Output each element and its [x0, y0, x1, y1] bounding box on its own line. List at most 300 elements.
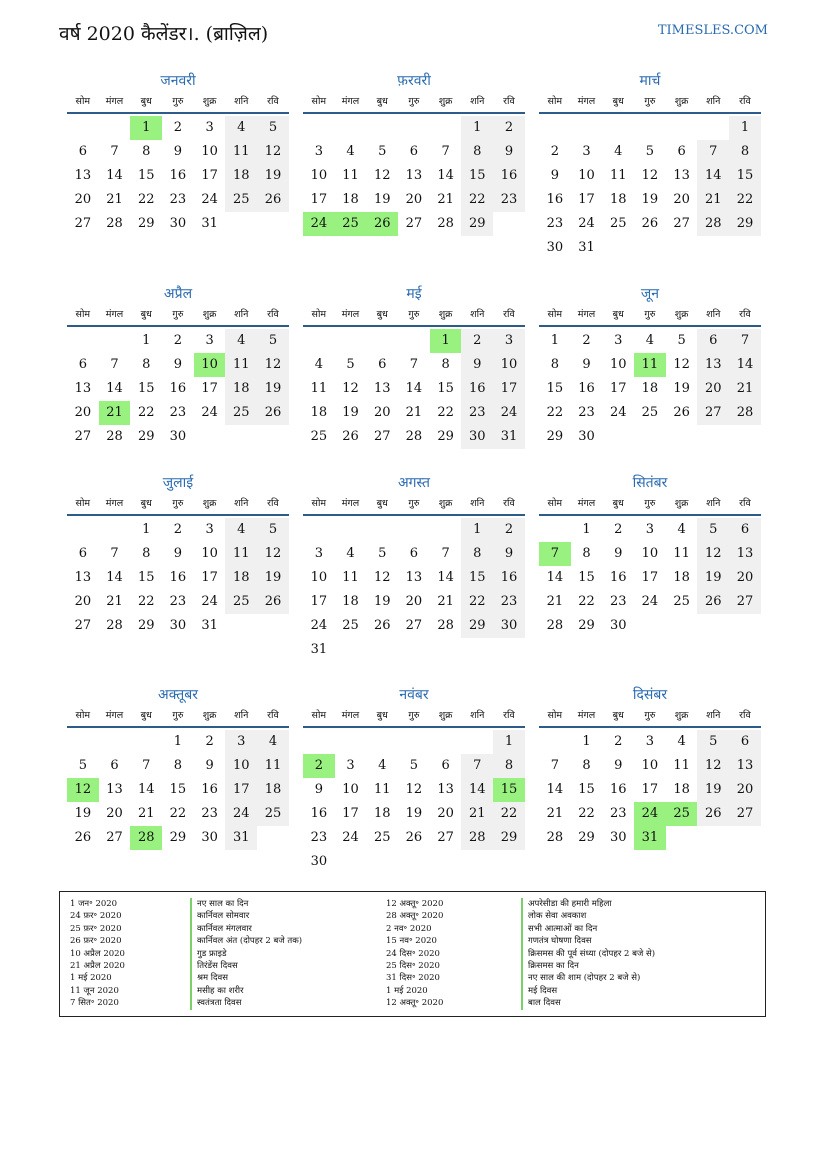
holiday-date: 31 दिस॰ 2020: [386, 973, 440, 984]
holiday-name: क्रिसमस का दिन: [521, 960, 655, 972]
day-cell: 4: [677, 734, 686, 749]
day-cell: 11: [342, 570, 359, 585]
day-cell: 11: [673, 546, 690, 561]
day-cell: 8: [142, 357, 151, 372]
day-cell: 30: [169, 618, 187, 633]
holiday-date: 24 फ़र॰ 2020: [70, 911, 122, 922]
weekday-label: गुरु: [644, 309, 656, 320]
day-cell: 19: [697, 566, 729, 590]
day-cell: 4: [346, 144, 355, 159]
weekday-label: सोम: [547, 498, 563, 509]
day-cell: 26: [257, 590, 289, 614]
day-cell: 29: [546, 429, 564, 444]
day-cell: 1: [173, 734, 183, 749]
weekday-label: शनि: [234, 96, 249, 107]
weekday-label: बुध: [612, 96, 624, 107]
empty-cell: [67, 518, 99, 542]
day-cell: 18: [225, 377, 257, 401]
site-link[interactable]: TIMESLES.COM: [657, 23, 768, 38]
day-cell: 15: [578, 570, 595, 585]
day-cell: 5: [645, 144, 655, 159]
holiday-date: 1 जन॰ 2020: [70, 899, 118, 909]
weekday-label: रवि: [503, 498, 515, 509]
day-cell: 3: [346, 758, 355, 773]
empty-cell: [366, 329, 398, 353]
holiday-dates-right: [386, 898, 443, 1010]
weekday-label: शुक्र: [202, 309, 217, 320]
holiday-date: 11 जून 2020: [70, 985, 119, 996]
month-name: अप्रैल: [163, 286, 193, 302]
empty-cell: [335, 730, 367, 754]
day-cell: 27: [405, 618, 423, 633]
holiday-date: 21 अप्रैल 2020: [70, 961, 125, 972]
day-cell: 22: [137, 405, 155, 420]
weekday-label: मंगल: [577, 309, 596, 320]
day-cell: 6: [409, 546, 419, 561]
day-cell: 10: [342, 782, 359, 797]
month-name: दिसंबर: [632, 687, 668, 703]
day-cell: 3: [314, 144, 323, 159]
day-cell: 20: [74, 594, 92, 609]
empty-cell: [303, 518, 335, 542]
empty-cell: [366, 518, 398, 542]
day-cell: 13: [697, 353, 729, 377]
day-cell: 18: [225, 566, 257, 590]
day-cell: 29: [137, 216, 155, 231]
day-cell: 4: [645, 333, 655, 348]
holiday-date: 7 सित॰ 2020: [70, 998, 119, 1009]
day-cell: 14: [137, 782, 155, 797]
day-cell: 30: [310, 854, 328, 869]
day-cell: 21: [437, 594, 454, 609]
day-cell: 12: [697, 754, 729, 778]
day-cell: 10: [310, 168, 328, 183]
day-cell: 16: [493, 164, 525, 188]
weekday-label: सोम: [311, 498, 327, 509]
empty-cell: [303, 116, 335, 140]
day-cell: 5: [409, 758, 419, 773]
day-cell: 8: [173, 758, 183, 773]
holiday-name: बाल दिवस: [521, 997, 655, 1009]
weekday-label: सोम: [311, 96, 327, 107]
holiday-date: 25 दिस॰ 2020: [386, 961, 440, 972]
day-cell: 30: [461, 425, 493, 449]
empty-cell: [430, 116, 462, 140]
day-cell: 18: [310, 405, 328, 420]
day-cell: 9: [582, 357, 591, 372]
day-cell: 21: [99, 401, 131, 425]
day-cell: 18: [609, 192, 627, 207]
day-cell: 2: [173, 522, 183, 537]
day-cell: 17: [578, 192, 595, 207]
day-cell: 24: [493, 401, 525, 425]
day-cell: 28: [106, 618, 123, 633]
day-cell: 1: [142, 522, 151, 537]
page-title: वर्ष 2020 कैलेंडर।. (ब्राज़िल): [59, 23, 269, 45]
day-cell: 13: [673, 168, 690, 183]
day-cell: 11: [373, 782, 391, 797]
day-cell: 20: [729, 566, 761, 590]
day-cell: 9: [173, 357, 183, 372]
weekday-label: शनि: [234, 498, 249, 509]
day-cell: 2: [461, 329, 493, 353]
day-cell: 30: [201, 830, 218, 845]
weekday-label: गुरु: [172, 309, 184, 320]
holiday-list: [59, 891, 766, 1017]
day-cell: 1: [130, 116, 162, 140]
weekday-header: [67, 305, 289, 327]
weekday-label: रवि: [739, 498, 751, 509]
empty-cell: [335, 518, 367, 542]
weekday-label: शनि: [706, 498, 721, 509]
day-cell: 12: [673, 357, 690, 372]
day-cell: 20: [405, 192, 423, 207]
weekday-label: सोम: [75, 498, 91, 509]
weekday-label: मंगल: [341, 96, 360, 107]
day-cell: 2: [614, 734, 623, 749]
day-cell: 10: [225, 754, 257, 778]
day-cell: 10: [578, 168, 595, 183]
day-cell: 8: [142, 144, 151, 159]
empty-cell: [666, 116, 698, 140]
day-grid: [303, 116, 525, 236]
day-cell: 24: [310, 618, 328, 633]
day-cell: 26: [641, 216, 659, 231]
holiday-date: 25 फ़र॰ 2020: [70, 923, 122, 934]
day-cell: 23: [169, 192, 187, 207]
day-cell: 3: [205, 333, 214, 348]
day-cell: 16: [609, 570, 627, 585]
day-cell: 15: [461, 566, 493, 590]
day-cell: 28: [106, 429, 123, 444]
day-cell: 1: [493, 730, 525, 754]
day-cell: 3: [225, 730, 257, 754]
day-cell: 14: [729, 353, 761, 377]
day-cell: 14: [546, 570, 564, 585]
day-cell: 3: [493, 329, 525, 353]
day-cell: 27: [74, 618, 92, 633]
weekday-label: रवि: [503, 96, 515, 107]
day-cell: 25: [342, 618, 359, 633]
day-grid: [303, 329, 525, 449]
day-cell: 1: [461, 518, 493, 542]
day-cell: 16: [609, 782, 627, 797]
day-cell: 11: [257, 754, 289, 778]
day-cell: 27: [405, 216, 423, 231]
day-cell: 17: [310, 594, 328, 609]
day-cell: 11: [225, 542, 257, 566]
day-cell: 10: [201, 144, 218, 159]
weekday-label: शनि: [470, 309, 485, 320]
day-cell: 3: [314, 546, 323, 561]
day-cell: 20: [437, 806, 454, 821]
weekday-label: मंगल: [341, 710, 360, 721]
holiday-name: नए साल का दिन: [190, 898, 302, 910]
day-grid: [303, 518, 525, 662]
day-cell: 18: [673, 782, 690, 797]
empty-cell: [366, 116, 398, 140]
weekday-header: [539, 494, 761, 516]
weekday-label: बुध: [376, 96, 388, 107]
day-cell: 19: [74, 806, 92, 821]
day-cell: 31: [634, 826, 666, 850]
day-cell: 2: [173, 120, 183, 135]
weekday-label: बुध: [376, 710, 388, 721]
day-cell: 27: [673, 216, 690, 231]
weekday-label: बुध: [140, 96, 152, 107]
weekday-label: शुक्र: [438, 96, 453, 107]
day-cell: 20: [106, 806, 123, 821]
weekday-label: रवि: [267, 710, 279, 721]
weekday-label: मंगल: [577, 96, 596, 107]
day-cell: 31: [493, 425, 525, 449]
day-grid: [67, 730, 289, 850]
day-cell: 14: [437, 168, 454, 183]
day-cell: 10: [641, 758, 659, 773]
weekday-label: शुक्र: [202, 498, 217, 509]
day-cell: 5: [677, 333, 686, 348]
day-cell: 17: [641, 570, 659, 585]
day-cell: 28: [437, 216, 454, 231]
day-cell: 8: [729, 140, 761, 164]
day-cell: 14: [546, 782, 564, 797]
day-grid: [539, 730, 761, 850]
day-cell: 7: [110, 144, 119, 159]
day-cell: 5: [378, 144, 387, 159]
day-cell: 17: [641, 782, 659, 797]
weekday-label: सोम: [75, 309, 91, 320]
weekday-label: शुक्र: [674, 96, 689, 107]
month-block: [539, 684, 761, 850]
day-cell: 3: [645, 734, 655, 749]
day-cell: 29: [461, 212, 493, 236]
empty-cell: [539, 730, 571, 754]
holiday-dates-left: [70, 898, 125, 1010]
day-cell: 26: [366, 212, 398, 236]
day-cell: 4: [346, 546, 355, 561]
day-cell: 31: [225, 826, 257, 850]
empty-cell: [335, 116, 367, 140]
month-name: जुलाई: [162, 475, 194, 491]
day-cell: 2: [493, 518, 525, 542]
day-cell: 13: [405, 168, 423, 183]
day-cell: 22: [461, 188, 493, 212]
day-cell: 13: [74, 381, 92, 396]
day-cell: 7: [409, 357, 419, 372]
weekday-label: मंगल: [105, 96, 124, 107]
day-cell: 28: [437, 618, 454, 633]
day-cell: 9: [461, 353, 493, 377]
day-cell: 1: [550, 333, 559, 348]
empty-cell: [67, 329, 99, 353]
day-cell: 19: [673, 381, 690, 396]
weekday-label: रवि: [267, 309, 279, 320]
day-cell: 22: [578, 594, 595, 609]
day-cell: 25: [257, 802, 289, 826]
weekday-label: रवि: [739, 309, 751, 320]
day-cell: 4: [257, 730, 289, 754]
weekday-label: सोम: [311, 710, 327, 721]
day-cell: 6: [78, 357, 87, 372]
month-block: [67, 70, 289, 236]
day-cell: 11: [225, 353, 257, 377]
day-cell: 8: [493, 754, 525, 778]
day-cell: 22: [578, 806, 595, 821]
day-cell: 16: [493, 566, 525, 590]
weekday-header: [67, 92, 289, 114]
weekday-label: गुरु: [172, 498, 184, 509]
day-cell: 18: [673, 570, 690, 585]
day-cell: 17: [201, 381, 218, 396]
day-cell: 21: [729, 377, 761, 401]
day-cell: 22: [169, 806, 187, 821]
day-cell: 9: [173, 144, 183, 159]
day-cell: 19: [257, 566, 289, 590]
day-cell: 23: [310, 830, 328, 845]
weekday-label: गुरु: [408, 710, 420, 721]
weekday-label: शुक्र: [438, 498, 453, 509]
day-cell: 18: [641, 381, 659, 396]
day-cell: 21: [546, 806, 564, 821]
holiday-names-right: [521, 898, 655, 1010]
holiday-name: तिरंडेंस दिवस: [190, 960, 302, 972]
weekday-label: शुक्र: [438, 710, 453, 721]
day-cell: 23: [169, 594, 187, 609]
day-cell: 3: [205, 522, 214, 537]
day-cell: 22: [137, 594, 155, 609]
day-cell: 30: [546, 240, 564, 255]
weekday-header: [67, 494, 289, 516]
empty-cell: [303, 329, 335, 353]
day-cell: 6: [677, 144, 686, 159]
day-cell: 22: [137, 192, 155, 207]
day-cell: 7: [441, 546, 450, 561]
day-cell: 15: [546, 381, 564, 396]
day-cell: 26: [257, 401, 289, 425]
day-cell: 17: [225, 778, 257, 802]
empty-cell: [602, 116, 634, 140]
weekday-header: [303, 706, 525, 728]
day-cell: 22: [729, 188, 761, 212]
day-cell: 21: [461, 802, 493, 826]
empty-cell: [634, 116, 666, 140]
day-cell: 1: [582, 522, 591, 537]
day-cell: 16: [169, 168, 187, 183]
day-cell: 2: [582, 333, 591, 348]
day-cell: 18: [342, 594, 359, 609]
day-grid: [303, 730, 525, 874]
day-cell: 15: [461, 164, 493, 188]
day-cell: 15: [437, 381, 454, 396]
day-cell: 20: [405, 594, 423, 609]
day-cell: 5: [257, 329, 289, 353]
day-cell: 5: [257, 116, 289, 140]
day-cell: 9: [205, 758, 214, 773]
weekday-label: बुध: [140, 309, 152, 320]
day-cell: 14: [106, 168, 123, 183]
weekday-label: शनि: [706, 96, 721, 107]
month-block: [303, 70, 525, 236]
weekday-header: [303, 92, 525, 114]
day-cell: 2: [493, 116, 525, 140]
day-cell: 10: [493, 353, 525, 377]
weekday-label: मंगल: [341, 309, 360, 320]
day-cell: 26: [373, 618, 391, 633]
weekday-label: सोम: [75, 710, 91, 721]
day-cell: 26: [342, 429, 359, 444]
day-cell: 15: [729, 164, 761, 188]
day-cell: 21: [106, 594, 123, 609]
day-cell: 5: [78, 758, 87, 773]
day-cell: 13: [729, 754, 761, 778]
empty-cell: [366, 730, 398, 754]
day-cell: 29: [137, 429, 155, 444]
day-cell: 12: [257, 353, 289, 377]
weekday-label: रवि: [739, 710, 751, 721]
day-cell: 30: [169, 216, 187, 231]
month-name: सितंबर: [632, 475, 668, 491]
day-cell: 29: [437, 429, 454, 444]
day-cell: 6: [110, 758, 119, 773]
day-cell: 10: [609, 357, 627, 372]
day-cell: 11: [342, 168, 359, 183]
day-cell: 7: [110, 357, 119, 372]
day-cell: 8: [582, 758, 591, 773]
month-block: [539, 70, 761, 260]
day-cell: 16: [578, 381, 595, 396]
day-cell: 13: [373, 381, 391, 396]
day-cell: 24: [609, 405, 627, 420]
weekday-label: गुरु: [644, 498, 656, 509]
day-cell: 2: [550, 144, 559, 159]
weekday-label: मंगल: [577, 498, 596, 509]
holiday-name: श्रम दिवस: [190, 972, 302, 984]
day-cell: 24: [641, 594, 659, 609]
day-cell: 19: [257, 377, 289, 401]
day-cell: 24: [303, 212, 335, 236]
weekday-header: [539, 706, 761, 728]
holiday-name: गुड फ्राइडे: [190, 948, 302, 960]
day-cell: 25: [225, 188, 257, 212]
holiday-date: 10 अप्रैल 2020: [70, 948, 125, 959]
day-cell: 26: [405, 830, 423, 845]
day-cell: 11: [609, 168, 627, 183]
day-cell: 23: [169, 405, 187, 420]
day-cell: 25: [641, 405, 659, 420]
holiday-name: मसीह का शरीर: [190, 985, 302, 997]
month-block: [539, 283, 761, 449]
day-cell: 13: [74, 168, 92, 183]
day-cell: 1: [430, 329, 462, 353]
day-cell: 16: [201, 782, 218, 797]
day-cell: 9: [550, 168, 559, 183]
day-cell: 21: [546, 594, 564, 609]
day-cell: 20: [373, 405, 391, 420]
weekday-header: [67, 706, 289, 728]
weekday-label: शनि: [470, 96, 485, 107]
day-cell: 29: [578, 830, 595, 845]
weekday-label: रवि: [267, 96, 279, 107]
holiday-names-left: [190, 898, 302, 1010]
empty-cell: [398, 116, 430, 140]
day-cell: 13: [74, 570, 92, 585]
day-cell: 19: [257, 164, 289, 188]
day-cell: 7: [110, 546, 119, 561]
holiday-name: मई दिवस: [521, 985, 655, 997]
day-cell: 13: [437, 782, 454, 797]
day-cell: 4: [225, 329, 257, 353]
holiday-name: गणतंत्र घोषणा दिवस: [521, 935, 655, 947]
